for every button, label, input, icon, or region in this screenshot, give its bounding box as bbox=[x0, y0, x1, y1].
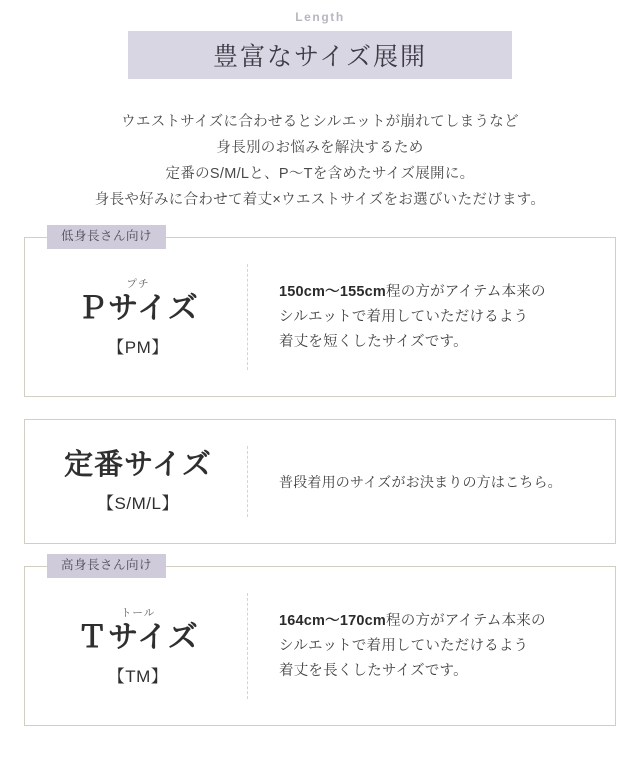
desc-line-1 bbox=[279, 280, 599, 305]
size-code-standard: 【S/M/L】 bbox=[97, 493, 179, 513]
size-card-tag-tall: 高身長さん向け bbox=[47, 554, 166, 578]
section-title-band bbox=[128, 31, 512, 79]
desc-line-3: 着丈を短くしたサイズです。 bbox=[279, 333, 468, 350]
size-ruby-tall: トール bbox=[120, 607, 156, 620]
desc-rest-tall: 程の方がアイテム本来の bbox=[386, 612, 546, 629]
size-code-tall: 【TM】 bbox=[107, 666, 169, 686]
desc-rest-petite: 程の方がアイテム本来の bbox=[386, 283, 546, 300]
size-card-right bbox=[249, 609, 615, 684]
size-ruby-petite: プチ bbox=[126, 278, 150, 291]
desc-line-2: シルエットで着用していただけるよう bbox=[279, 308, 529, 325]
size-description-tall bbox=[279, 609, 599, 684]
size-name-standard: 定番サイズ bbox=[64, 449, 212, 482]
lead-line-3: 定番のS/M/Lと、P〜Tを含めたサイズ展開に。 bbox=[165, 166, 475, 182]
lead-line-4: 身長や好みに合わせて着丈×ウエストサイズをお選びいただけます。 bbox=[94, 192, 546, 208]
size-card-inner bbox=[25, 238, 615, 396]
desc-line-1 bbox=[279, 609, 599, 634]
size-card-left bbox=[25, 276, 247, 358]
lead-paragraph bbox=[0, 109, 640, 213]
size-card-inner bbox=[25, 420, 615, 543]
desc-line-3: 着丈を長くしたサイズです。 bbox=[279, 662, 468, 679]
size-description-standard: 普段着用のサイズがお決まりの方はこちら。 bbox=[279, 473, 562, 490]
size-code-petite: 【PM】 bbox=[107, 337, 169, 357]
size-name-tall: Ｔサイズ bbox=[77, 621, 199, 655]
size-card-standard bbox=[24, 419, 616, 544]
size-card-petite bbox=[24, 229, 616, 397]
lead-line-1: ウエストサイズに合わせるとシルエットが崩れてしまうなど bbox=[121, 114, 519, 130]
size-card-left bbox=[25, 449, 247, 513]
desc-range-tall: 164cm〜170cm bbox=[279, 612, 386, 629]
size-card-left bbox=[25, 605, 247, 687]
size-card-inner bbox=[25, 567, 615, 725]
desc-range-petite: 150cm〜155cm bbox=[279, 283, 386, 300]
size-card-right bbox=[249, 472, 615, 492]
desc-line-2: シルエットで着用していただけるよう bbox=[279, 637, 529, 654]
section-eyebrow: Length bbox=[295, 10, 345, 24]
size-card-right bbox=[249, 280, 615, 355]
size-card-list bbox=[24, 229, 616, 726]
lead-line-2: 身長別のお悩みを解決するため bbox=[216, 140, 424, 156]
page-title: 豊富なサイズ展開 bbox=[212, 43, 427, 71]
size-card-tag-petite: 低身長さん向け bbox=[47, 225, 166, 249]
size-card-tall bbox=[24, 558, 616, 726]
size-description-petite bbox=[279, 280, 599, 355]
size-name-petite: Ｐサイズ bbox=[77, 292, 199, 326]
